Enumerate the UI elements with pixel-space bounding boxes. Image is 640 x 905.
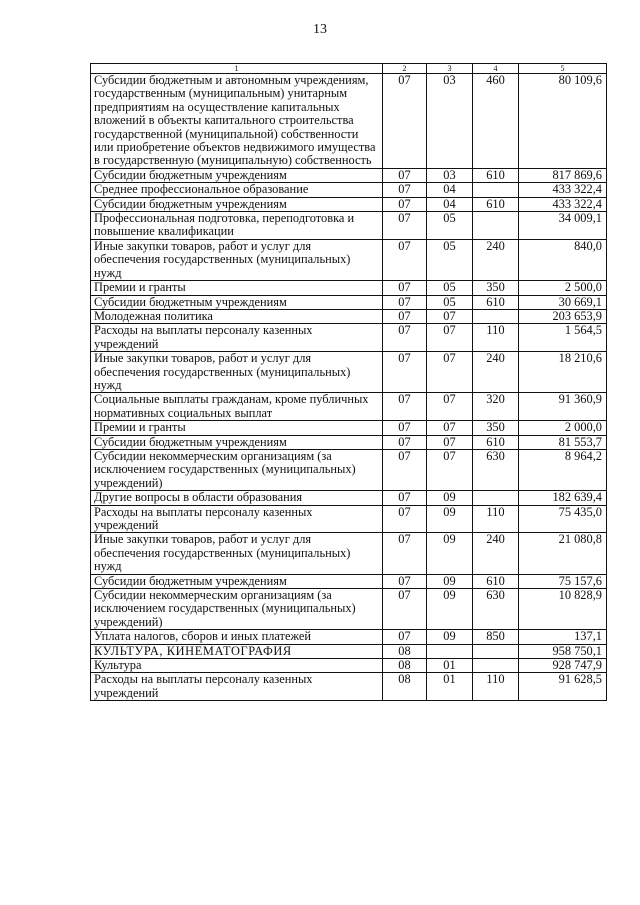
- subsection-code-cell: 07: [427, 324, 473, 352]
- row-name-cell: Субсидии бюджетным учреждениям: [91, 168, 383, 182]
- expense-type-cell: [473, 212, 519, 240]
- amount-cell: 8 964,2: [519, 449, 607, 490]
- table-row: [91, 673, 607, 701]
- section-code-cell: 07: [383, 324, 427, 352]
- header-col-1: 1: [91, 64, 383, 74]
- subsection-code-cell: 09: [427, 630, 473, 644]
- amount-cell: 958 750,1: [519, 644, 607, 658]
- amount-cell: 30 669,1: [519, 295, 607, 309]
- expense-type-cell: 460: [473, 74, 519, 169]
- amount-cell: 182 639,4: [519, 491, 607, 505]
- section-code-cell: 08: [383, 673, 427, 701]
- row-name-cell: Субсидии бюджетным и автономным учреждениям, государственным (муниципальным) унитарным предприятиям на осуществление капитальных вложений в объекты капитального строительства государственной (муниципальной) собственности или приобретение объектов недвижимого имущества в государственную (муниципальную) собственность: [91, 74, 383, 169]
- subsection-code-cell: 07: [427, 421, 473, 435]
- row-name-cell: Другие вопросы в области образования: [91, 491, 383, 505]
- section-code-cell: 08: [383, 644, 427, 658]
- amount-cell: 81 553,7: [519, 435, 607, 449]
- expense-type-cell: [473, 659, 519, 673]
- section-code-cell: 07: [383, 239, 427, 280]
- subsection-code-cell: 09: [427, 574, 473, 588]
- subsection-code-cell: 03: [427, 168, 473, 182]
- table-row: [91, 659, 607, 673]
- expense-type-cell: 320: [473, 393, 519, 421]
- page-number: 13: [313, 22, 327, 37]
- row-name-cell: Иные закупки товаров, работ и услуг для обеспечения государственных (муниципальных) нужд: [91, 239, 383, 280]
- row-name-cell: Профессиональная подготовка, переподготовка и повышение квалификации: [91, 212, 383, 240]
- row-name-cell: Субсидии бюджетным учреждениям: [91, 197, 383, 211]
- subsection-code-cell: 05: [427, 281, 473, 295]
- subsection-code-cell: 07: [427, 393, 473, 421]
- table-row: [91, 435, 607, 449]
- expense-type-cell: 240: [473, 352, 519, 393]
- table-row: [91, 491, 607, 505]
- expense-type-cell: 110: [473, 673, 519, 701]
- expense-type-cell: 350: [473, 421, 519, 435]
- subsection-code-cell: 07: [427, 309, 473, 323]
- table-row: [91, 533, 607, 574]
- subsection-code-cell: 07: [427, 449, 473, 490]
- row-name-cell: Субсидии бюджетным учреждениям: [91, 574, 383, 588]
- expense-type-cell: [473, 309, 519, 323]
- expense-type-cell: 630: [473, 589, 519, 630]
- section-code-cell: 07: [383, 309, 427, 323]
- section-code-cell: 07: [383, 449, 427, 490]
- section-code-cell: 07: [383, 183, 427, 197]
- expense-type-cell: 110: [473, 505, 519, 533]
- subsection-code-cell: 01: [427, 673, 473, 701]
- expense-type-cell: 610: [473, 435, 519, 449]
- amount-cell: 34 009,1: [519, 212, 607, 240]
- row-name-cell: Уплата налогов, сборов и иных платежей: [91, 630, 383, 644]
- row-name-cell: Премии и гранты: [91, 281, 383, 295]
- section-code-cell: 07: [383, 491, 427, 505]
- amount-cell: 10 828,9: [519, 589, 607, 630]
- row-name-cell: Расходы на выплаты персоналу казенных учреждений: [91, 505, 383, 533]
- expense-type-cell: 610: [473, 295, 519, 309]
- amount-cell: 21 080,8: [519, 533, 607, 574]
- row-name-cell: Субсидии бюджетным учреждениям: [91, 435, 383, 449]
- section-code-cell: 07: [383, 281, 427, 295]
- table-row: [91, 589, 607, 630]
- section-code-cell: 07: [383, 533, 427, 574]
- table-row: [91, 449, 607, 490]
- column-numbers-row: [91, 64, 607, 74]
- subsection-code-cell: 05: [427, 239, 473, 280]
- subsection-code-cell: 09: [427, 533, 473, 574]
- expense-type-cell: 350: [473, 281, 519, 295]
- row-name-cell: КУЛЬТУРА, КИНЕМАТОГРАФИЯ: [91, 644, 383, 658]
- row-name-cell: Субсидии некоммерческим организациям (за исключением государственных (муниципальных) учреждений): [91, 449, 383, 490]
- table-row: [91, 197, 607, 211]
- section-code-cell: 07: [383, 393, 427, 421]
- section-code-cell: 07: [383, 74, 427, 169]
- table-row: [91, 644, 607, 658]
- amount-cell: 1 564,5: [519, 324, 607, 352]
- section-code-cell: 07: [383, 435, 427, 449]
- section-code-cell: 07: [383, 589, 427, 630]
- budget-table: [90, 63, 607, 701]
- amount-cell: 80 109,6: [519, 74, 607, 169]
- row-name-cell: Субсидии некоммерческим организациям (за исключением государственных (муниципальных) учреждений): [91, 589, 383, 630]
- table-row: [91, 324, 607, 352]
- section-code-cell: 07: [383, 421, 427, 435]
- subsection-code-cell: 05: [427, 295, 473, 309]
- row-name-cell: Расходы на выплаты персоналу казенных учреждений: [91, 324, 383, 352]
- subsection-code-cell: 04: [427, 183, 473, 197]
- expense-type-cell: [473, 491, 519, 505]
- row-name-cell: Субсидии бюджетным учреждениям: [91, 295, 383, 309]
- table-row: [91, 239, 607, 280]
- table-row: [91, 630, 607, 644]
- table-row: [91, 168, 607, 182]
- section-code-cell: 07: [383, 574, 427, 588]
- table-row: [91, 393, 607, 421]
- row-name-cell: Иные закупки товаров, работ и услуг для обеспечения государственных (муниципальных) нужд: [91, 352, 383, 393]
- table-body: [91, 74, 607, 701]
- header-col-5: 5: [519, 64, 607, 74]
- amount-cell: 91 360,9: [519, 393, 607, 421]
- subsection-code-cell: 09: [427, 491, 473, 505]
- section-code-cell: 07: [383, 630, 427, 644]
- subsection-code-cell: 07: [427, 435, 473, 449]
- expense-type-cell: 630: [473, 449, 519, 490]
- amount-cell: 2 000,0: [519, 421, 607, 435]
- amount-cell: 18 210,6: [519, 352, 607, 393]
- expense-type-cell: 240: [473, 533, 519, 574]
- amount-cell: 137,1: [519, 630, 607, 644]
- section-code-cell: 07: [383, 505, 427, 533]
- table-row: [91, 183, 607, 197]
- amount-cell: 203 653,9: [519, 309, 607, 323]
- section-code-cell: 07: [383, 352, 427, 393]
- header-col-4: 4: [473, 64, 519, 74]
- amount-cell: 817 869,6: [519, 168, 607, 182]
- table-row: [91, 212, 607, 240]
- row-name-cell: Иные закупки товаров, работ и услуг для обеспечения государственных (муниципальных) нужд: [91, 533, 383, 574]
- table-row: [91, 74, 607, 169]
- subsection-code-cell: [427, 644, 473, 658]
- expense-type-cell: 610: [473, 197, 519, 211]
- table-row: [91, 505, 607, 533]
- expense-type-cell: 110: [473, 324, 519, 352]
- amount-cell: 433 322,4: [519, 183, 607, 197]
- header-col-3: 3: [427, 64, 473, 74]
- expense-type-cell: [473, 183, 519, 197]
- table-row: [91, 281, 607, 295]
- row-name-cell: Социальные выплаты гражданам, кроме публичных нормативных социальных выплат: [91, 393, 383, 421]
- row-name-cell: Молодежная политика: [91, 309, 383, 323]
- amount-cell: 91 628,5: [519, 673, 607, 701]
- expense-type-cell: 850: [473, 630, 519, 644]
- table-row: [91, 421, 607, 435]
- subsection-code-cell: 04: [427, 197, 473, 211]
- subsection-code-cell: 03: [427, 74, 473, 169]
- amount-cell: 928 747,9: [519, 659, 607, 673]
- table-row: [91, 295, 607, 309]
- section-code-cell: 07: [383, 212, 427, 240]
- expense-type-cell: 610: [473, 168, 519, 182]
- subsection-code-cell: 09: [427, 589, 473, 630]
- amount-cell: 75 157,6: [519, 574, 607, 588]
- row-name-cell: Среднее профессиональное образование: [91, 183, 383, 197]
- expense-type-cell: 240: [473, 239, 519, 280]
- subsection-code-cell: 05: [427, 212, 473, 240]
- expense-type-cell: [473, 644, 519, 658]
- amount-cell: 75 435,0: [519, 505, 607, 533]
- header-col-2: 2: [383, 64, 427, 74]
- table-row: [91, 309, 607, 323]
- section-code-cell: 07: [383, 197, 427, 211]
- table-row: [91, 352, 607, 393]
- subsection-code-cell: 01: [427, 659, 473, 673]
- section-code-cell: 08: [383, 659, 427, 673]
- subsection-code-cell: 07: [427, 352, 473, 393]
- row-name-cell: Расходы на выплаты персоналу казенных учреждений: [91, 673, 383, 701]
- row-name-cell: Культура: [91, 659, 383, 673]
- section-code-cell: 07: [383, 168, 427, 182]
- amount-cell: 433 322,4: [519, 197, 607, 211]
- amount-cell: 2 500,0: [519, 281, 607, 295]
- subsection-code-cell: 09: [427, 505, 473, 533]
- expense-type-cell: 610: [473, 574, 519, 588]
- row-name-cell: Премии и гранты: [91, 421, 383, 435]
- section-code-cell: 07: [383, 295, 427, 309]
- table-row: [91, 574, 607, 588]
- amount-cell: 840,0: [519, 239, 607, 280]
